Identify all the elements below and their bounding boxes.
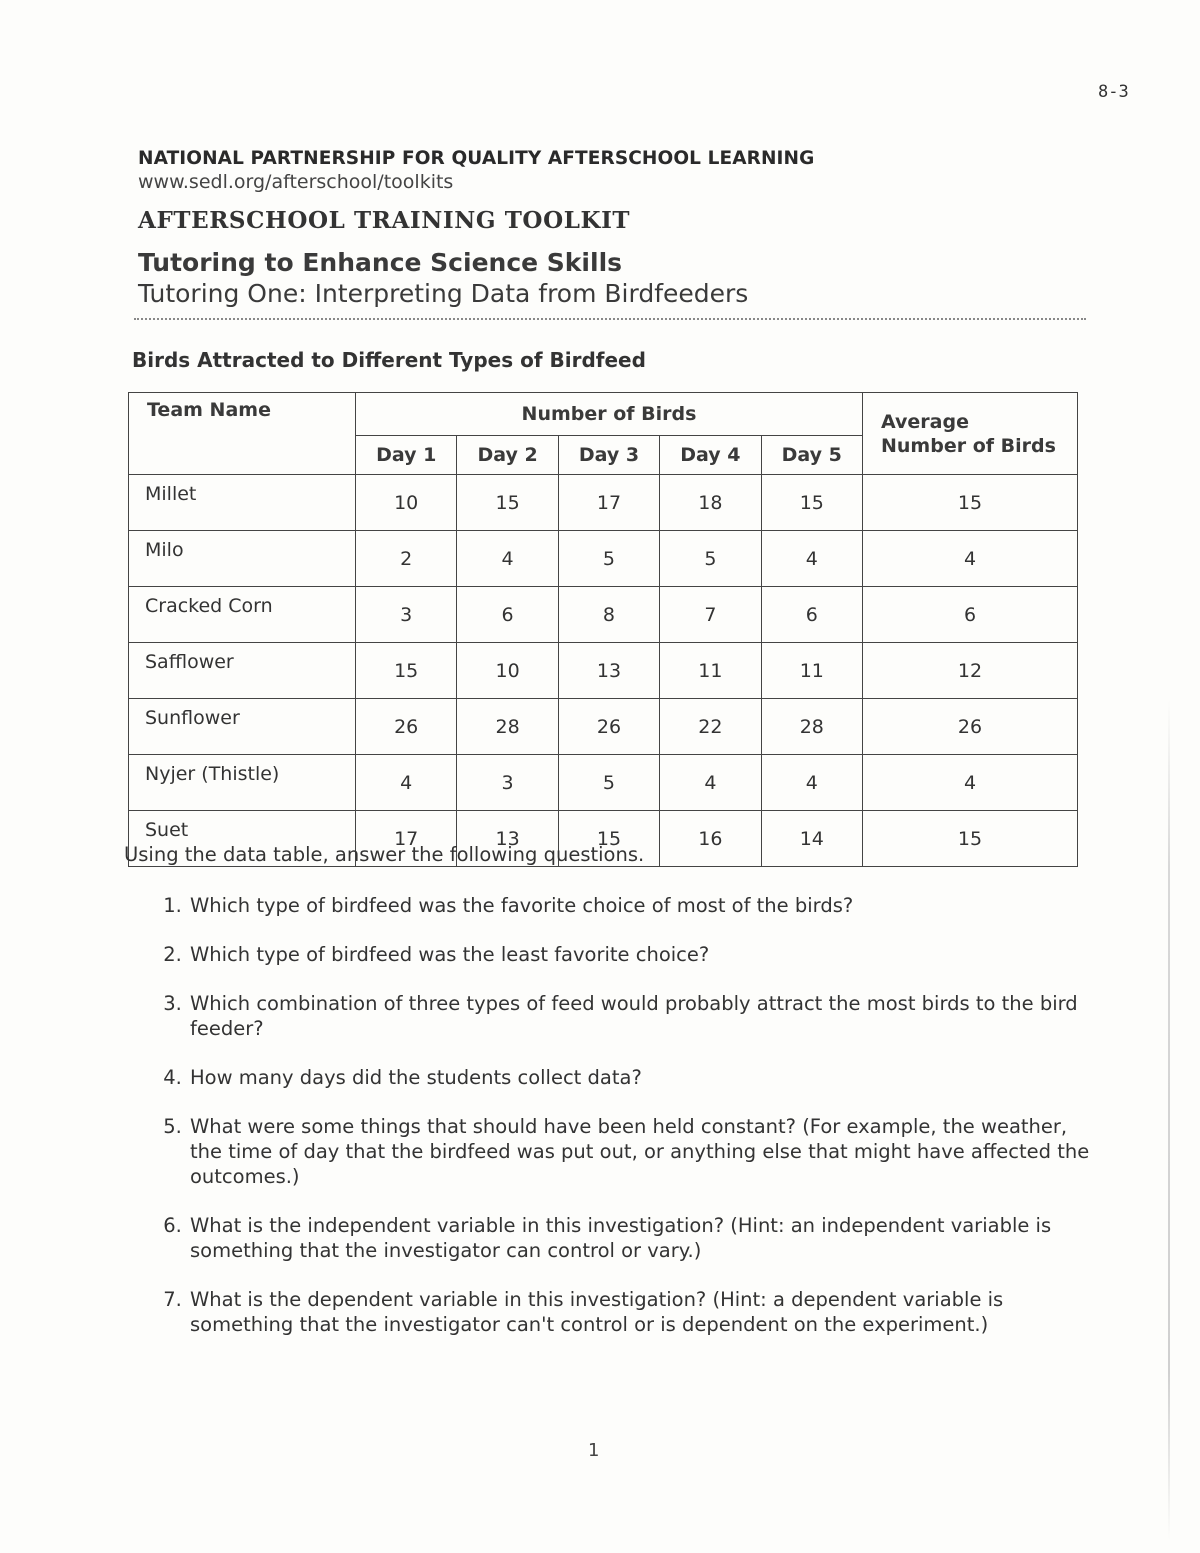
cell-value: 15 <box>558 811 659 867</box>
cell-value: 11 <box>660 643 761 699</box>
cell-average: 12 <box>863 643 1078 699</box>
feed-name: Safflower <box>129 643 356 699</box>
cell-average: 26 <box>863 699 1078 755</box>
table-row <box>129 475 1078 531</box>
cell-value: 4 <box>457 531 558 587</box>
cell-value: 6 <box>761 587 862 643</box>
question-item: 5. What were some things that should have been held constant? (For example, the weather, the time of day that the birdfeed was put out, or anything else that might have affected the outcomes.) <box>188 1114 1098 1189</box>
document-header <box>138 148 1098 308</box>
header-number-of-birds: Number of Birds <box>356 393 863 436</box>
questions-intro: Using the data table, answer the following questions. <box>124 843 645 866</box>
cell-value: 4 <box>356 755 457 811</box>
cell-value: 16 <box>660 811 761 867</box>
page-subtitle: Tutoring One: Interpreting Data from Birdfeeders <box>138 279 749 308</box>
cell-value: 8 <box>558 587 659 643</box>
questions-list <box>150 893 1098 1361</box>
cell-value: 5 <box>558 531 659 587</box>
cell-value: 26 <box>558 699 659 755</box>
cell-value: 11 <box>761 643 862 699</box>
cell-value: 28 <box>457 699 558 755</box>
cell-value: 10 <box>356 475 457 531</box>
header-day-2: Day 2 <box>457 436 558 475</box>
cell-value: 17 <box>558 475 659 531</box>
table-row <box>129 699 1078 755</box>
cell-average: 15 <box>863 811 1078 867</box>
question-item: 2. Which type of birdfeed was the least favorite choice? <box>188 942 1098 967</box>
cell-value: 14 <box>761 811 862 867</box>
cell-value: 13 <box>558 643 659 699</box>
table-row <box>129 531 1078 587</box>
header-team-name: Team Name <box>129 393 356 475</box>
question-item: 7. What is the dependent variable in this investigation? (Hint: a dependent variable is something that the investigator can't control or is dependent on the experiment.) <box>188 1287 1098 1337</box>
cell-value: 5 <box>660 531 761 587</box>
question-item: 4. How many days did the students collect data? <box>188 1065 1098 1090</box>
cell-value: 5 <box>558 755 659 811</box>
cell-value: 13 <box>457 811 558 867</box>
table-title: Birds Attracted to Different Types of Birdfeed <box>132 348 646 372</box>
cell-value: 4 <box>761 755 862 811</box>
header-day-1: Day 1 <box>356 436 457 475</box>
header-day-3: Day 3 <box>558 436 659 475</box>
cell-average: 4 <box>863 531 1078 587</box>
page-code: 8-3 <box>1098 82 1129 102</box>
cell-average: 6 <box>863 587 1078 643</box>
cell-value: 4 <box>660 755 761 811</box>
cell-value: 3 <box>457 755 558 811</box>
feed-name: Suet <box>129 811 356 867</box>
table-row <box>129 643 1078 699</box>
cell-value: 2 <box>356 531 457 587</box>
birdfeed-data-table <box>128 392 1078 867</box>
header-average: Average Number of Birds <box>863 393 1078 475</box>
cell-average: 4 <box>863 755 1078 811</box>
cell-value: 10 <box>457 643 558 699</box>
organization-name: NATIONAL PARTNERSHIP FOR QUALITY AFTERSCHOOL LEARNING <box>138 148 815 169</box>
question-item: 3. Which combination of three types of feed would probably attract the most birds to the bird feeder? <box>188 991 1098 1041</box>
feed-name: Cracked Corn <box>129 587 356 643</box>
header-day-5: Day 5 <box>761 436 862 475</box>
cell-value: 6 <box>457 587 558 643</box>
cell-value: 3 <box>356 587 457 643</box>
question-item: 6. What is the independent variable in this investigation? (Hint: an independent variable is something that the investigator can control or vary.) <box>188 1213 1098 1263</box>
cell-average: 15 <box>863 475 1078 531</box>
cell-value: 18 <box>660 475 761 531</box>
dotted-divider <box>134 318 1086 320</box>
cell-value: 17 <box>356 811 457 867</box>
feed-name: Millet <box>129 475 356 531</box>
feed-name: Nyjer (Thistle) <box>129 755 356 811</box>
feed-name: Sunflower <box>129 699 356 755</box>
feed-name: Milo <box>129 531 356 587</box>
table-row <box>129 587 1078 643</box>
scan-edge-shadow <box>1168 700 1170 1540</box>
page-title: Tutoring to Enhance Science Skills <box>138 248 623 277</box>
table-row <box>129 755 1078 811</box>
table-body <box>129 475 1078 867</box>
cell-value: 26 <box>356 699 457 755</box>
cell-value: 15 <box>761 475 862 531</box>
cell-value: 28 <box>761 699 862 755</box>
header-day-4: Day 4 <box>660 436 761 475</box>
cell-value: 15 <box>356 643 457 699</box>
cell-value: 15 <box>457 475 558 531</box>
cell-value: 22 <box>660 699 761 755</box>
page-number: 1 <box>588 1440 600 1461</box>
question-item: 1. Which type of birdfeed was the favorite choice of most of the birds? <box>188 893 1098 918</box>
cell-value: 7 <box>660 587 761 643</box>
organization-url: www.sedl.org/afterschool/toolkits <box>138 171 454 193</box>
toolkit-title: AFTERSCHOOL TRAINING TOOLKIT <box>138 207 631 234</box>
cell-value: 4 <box>761 531 862 587</box>
